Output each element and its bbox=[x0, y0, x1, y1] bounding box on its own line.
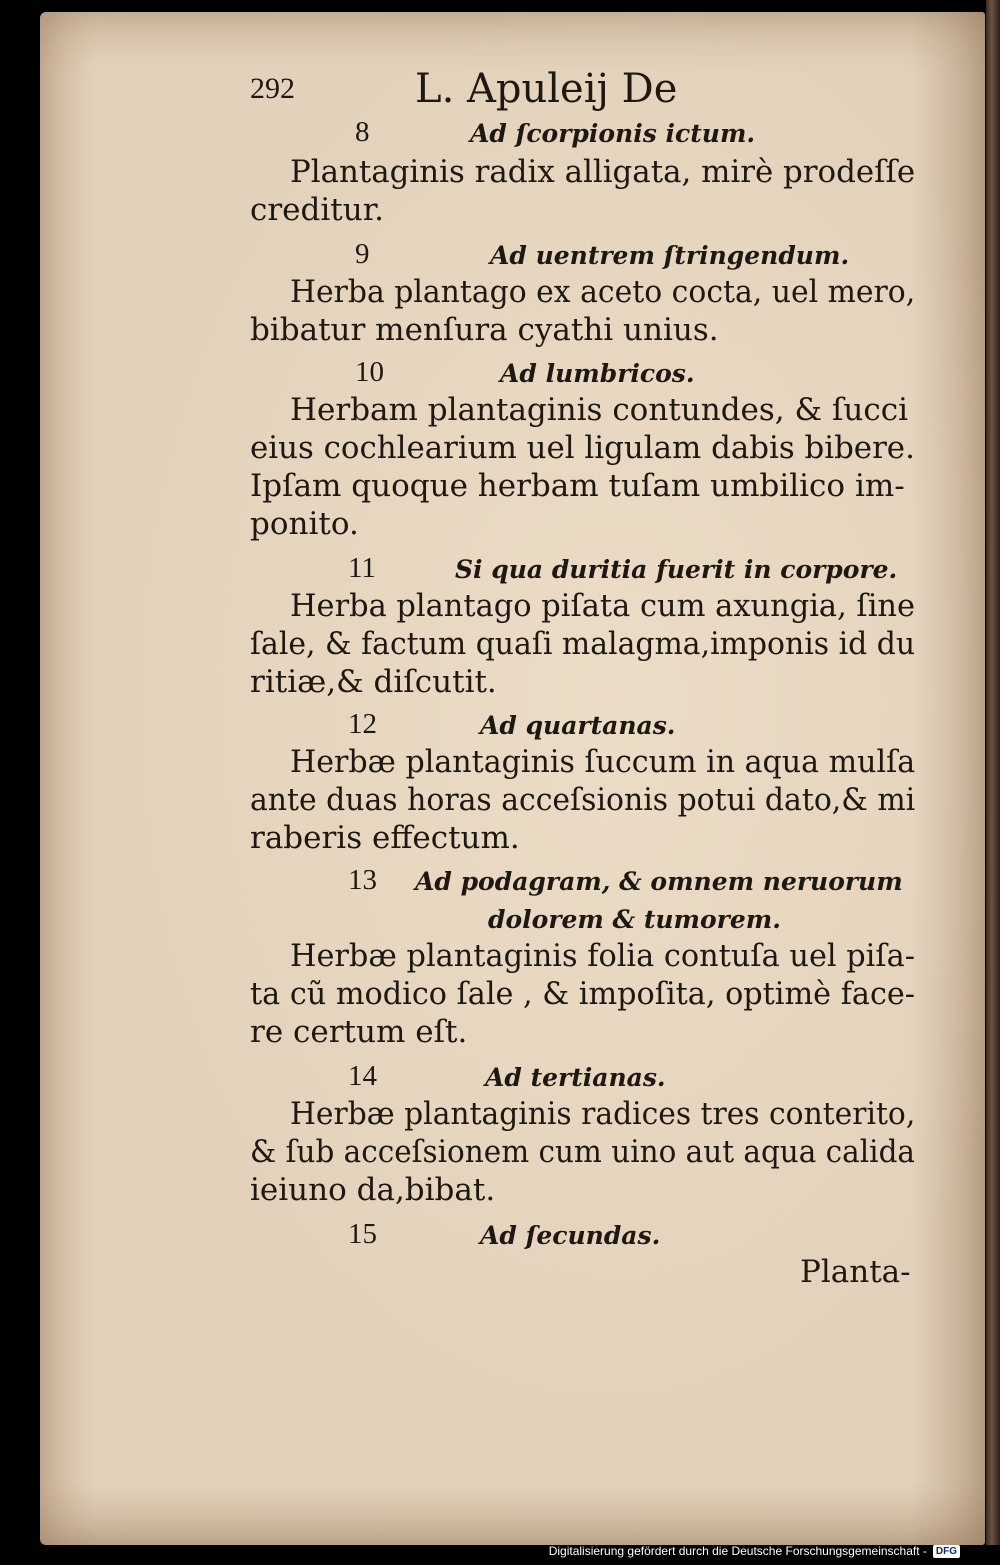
section-number: 9 bbox=[355, 238, 370, 270]
section-heading: Ad quartanas. bbox=[480, 711, 676, 740]
section-number: 8 bbox=[355, 116, 370, 148]
text-line: Herbam plantaginis contundes, & ſucci bbox=[290, 392, 909, 428]
running-head bbox=[250, 66, 710, 114]
section-number: 13 bbox=[348, 864, 377, 896]
section-number: 14 bbox=[348, 1060, 377, 1092]
section-heading: Ad uentrem ſtringendum. bbox=[490, 241, 850, 270]
text-line: ta cũ modico ſale , & impoſita, optimè face- bbox=[250, 976, 916, 1012]
section-number: 11 bbox=[348, 552, 376, 584]
text-line: raberis effectum. bbox=[250, 820, 520, 856]
text-line: eius cochlearium uel ligulam dabis bibere. bbox=[250, 430, 915, 466]
text-line: Herbæ plantaginis folia contuſa uel piſa- bbox=[290, 938, 915, 974]
text-line: & ſub acceſsionem cum uino aut aqua calida bbox=[250, 1134, 915, 1170]
section-heading: Ad podagram, & omnem neruorum bbox=[415, 867, 903, 896]
section-heading: Ad ſecundas. bbox=[480, 1221, 661, 1250]
dfg-logo: DFG bbox=[933, 1545, 960, 1558]
section-heading: dolorem & tumorem. bbox=[488, 905, 781, 934]
section-heading: Si qua duritia fuerit in corpore. bbox=[455, 555, 898, 584]
text-line: Herbæ plantaginis ſuccum in aqua mulſa bbox=[290, 744, 916, 780]
section-number: 15 bbox=[348, 1218, 377, 1250]
text-line: Herba plantago piſata cum axungia, ſine bbox=[290, 588, 916, 624]
text-line: Plantaginis radix alligata, mirè prodeſſe bbox=[290, 154, 916, 190]
text-line: ritiæ,& diſcutit. bbox=[250, 664, 497, 700]
text-line: creditur. bbox=[250, 192, 384, 228]
footer-credit: Digitalisierung gefördert durch die Deutsche Forschungsgemeinschaft - bbox=[548, 1544, 927, 1558]
section-heading: Ad lumbricos. bbox=[500, 359, 695, 388]
text-line: ieiuno da,bibat. bbox=[250, 1172, 496, 1208]
book-page bbox=[40, 12, 985, 1545]
catchword: Planta- bbox=[800, 1254, 911, 1290]
page-number: 292 bbox=[250, 72, 295, 105]
text-line: ponito. bbox=[250, 506, 359, 542]
book-edge bbox=[986, 0, 1000, 1545]
running-title: L. Apuleij De bbox=[415, 66, 678, 112]
text-line: re certum eſt. bbox=[250, 1014, 468, 1050]
section-heading: Ad ſcorpionis ictum. bbox=[470, 119, 756, 148]
text-line: bibatur menſura cyathi unius. bbox=[250, 312, 719, 348]
footer bbox=[549, 1541, 960, 1561]
text-line: ante duas horas acceſsionis potui dato,& mi bbox=[250, 782, 916, 818]
text-line: Herba plantago ex aceto cocta, uel mero, bbox=[290, 274, 916, 310]
section-heading: Ad tertianas. bbox=[485, 1063, 666, 1092]
section-number: 12 bbox=[348, 708, 377, 740]
text-line: ſale, & factum quaſi malagma,imponis id du bbox=[250, 626, 916, 662]
section-number: 10 bbox=[355, 356, 384, 388]
text-line: Ipſam quoque herbam tuſam umbilico im- bbox=[250, 468, 905, 504]
text-line: Herbæ plantaginis radices tres conterito, bbox=[290, 1096, 916, 1132]
